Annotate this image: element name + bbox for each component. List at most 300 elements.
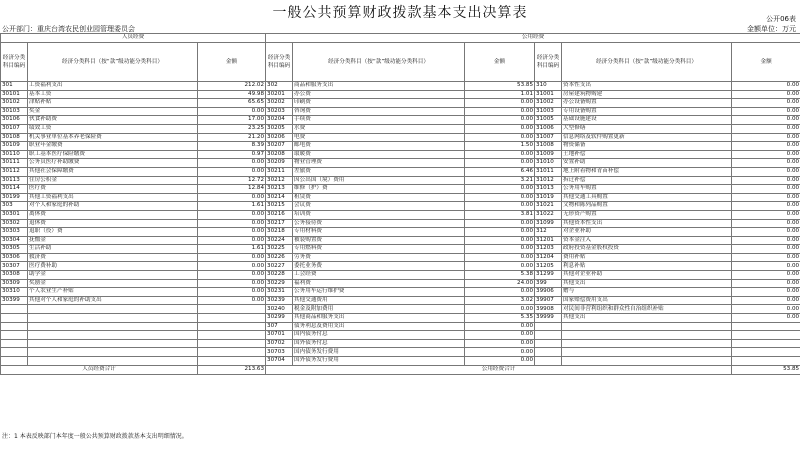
cell-name: [28, 322, 198, 331]
cell-name: [28, 314, 198, 323]
cell-code: 31003: [535, 107, 562, 116]
cell-amount: 0.00: [198, 107, 266, 116]
cell-code: 30111: [1, 159, 28, 168]
cell-amount: 0.00: [465, 288, 535, 297]
cell-name: 基础设施建设: [562, 116, 732, 125]
cell-code: 30201: [266, 90, 293, 99]
cell-code: 30304: [1, 236, 28, 245]
cell-code: 30207: [266, 142, 293, 151]
cell-name: [562, 357, 732, 366]
cell-amount: 0.00: [732, 124, 800, 133]
cell-amount: 0.00: [198, 296, 266, 305]
table-row: [1, 185, 800, 194]
cell-name: [562, 348, 732, 357]
cell-code: 30206: [266, 133, 293, 142]
cell-amount: 23.25: [198, 124, 266, 133]
cell-code: 31009: [535, 150, 562, 159]
cell-amount: 0.00: [198, 288, 266, 297]
cell-amount: 17.00: [198, 116, 266, 125]
cell-code: 30231: [266, 288, 293, 297]
cell-amount: 0.00: [732, 90, 800, 99]
cell-amount: [732, 348, 800, 357]
cell-code: 31010: [535, 159, 562, 168]
cell-amount: 0.00: [465, 357, 535, 366]
cell-amount: 0.00: [732, 185, 800, 194]
cell-code: 30239: [266, 296, 293, 305]
cell-amount: [198, 348, 266, 357]
cell-name: 伙食补助费: [28, 116, 198, 125]
cell-amount: 0.00: [732, 305, 800, 314]
cell-code: 30226: [266, 253, 293, 262]
cell-amount: 8.39: [198, 142, 266, 151]
cell-name: 生活补助: [28, 245, 198, 254]
cell-name: 退休费: [28, 219, 198, 228]
cell-code: 31201: [535, 236, 562, 245]
table-row: [1, 262, 800, 271]
cell-name: 专用材料费: [293, 228, 465, 237]
cell-code: [1, 357, 28, 366]
cell-code: 30310: [1, 288, 28, 297]
cell-amount: [198, 357, 266, 366]
cell-amount: [732, 339, 800, 348]
col-code: 经济分类科目编码: [535, 43, 562, 82]
col-name: 经济分类科目（按“款”级功能分类科目）: [293, 43, 465, 82]
cell-amount: 0.00: [465, 159, 535, 168]
cell-name: 退职（役）费: [28, 228, 198, 237]
cell-name: 无形资产购置: [562, 210, 732, 219]
cell-amount: 0.00: [198, 253, 266, 262]
cell-name: 培训费: [293, 210, 465, 219]
cell-name: 委托业务费: [293, 262, 465, 271]
cell-code: 302: [266, 82, 293, 91]
cell-code: 31022: [535, 210, 562, 219]
cell-name: 绩效工资: [28, 124, 198, 133]
cell-name: 取暖费: [293, 150, 465, 159]
cell-name: 职业年金缴费: [28, 142, 198, 151]
cell-amount: 0.00: [732, 193, 800, 202]
personnel-header: 人员经费: [1, 34, 266, 43]
cell-name: 物业管理费: [293, 159, 465, 168]
table-row: [1, 228, 800, 237]
table-row: [1, 279, 800, 288]
cell-name: 工资福利支出: [28, 82, 198, 91]
table-row: [1, 99, 800, 108]
col-name: 经济分类科目（按“款”级功能分类科目）: [562, 43, 732, 82]
cell-name: 国外债务付息: [293, 339, 465, 348]
cell-code: 30102: [1, 99, 28, 108]
cell-code: 31006: [535, 124, 562, 133]
public-total-value: 53.85: [732, 365, 800, 374]
cell-name: 国内债务付息: [293, 331, 465, 340]
cell-amount: 0.00: [732, 133, 800, 142]
cell-code: [1, 314, 28, 323]
cell-name: 专用燃料费: [293, 245, 465, 254]
cell-name: [28, 331, 198, 340]
public-total-label: 公用经费合计: [266, 365, 732, 374]
cell-name: 其他对企业补助: [562, 271, 732, 280]
cell-amount: 0.00: [198, 193, 266, 202]
cell-amount: 0.00: [732, 116, 800, 125]
cell-amount: 0.00: [732, 279, 800, 288]
cell-code: 30112: [1, 167, 28, 176]
cell-amount: 0.00: [732, 245, 800, 254]
cell-name: [28, 339, 198, 348]
table-row: [1, 296, 800, 305]
cell-amount: 0.00: [732, 314, 800, 323]
cell-code: 30217: [266, 219, 293, 228]
cell-code: 30240: [266, 305, 293, 314]
cell-code: 30701: [266, 331, 293, 340]
cell-name: 其他支出: [562, 279, 732, 288]
cell-amount: 0.00: [732, 107, 800, 116]
cell-code: 31008: [535, 142, 562, 151]
cell-amount: 0.00: [732, 150, 800, 159]
cell-name: 其他资本性支出: [562, 219, 732, 228]
cell-name: 国家赔偿费用支出: [562, 296, 732, 305]
cell-code: [535, 322, 562, 331]
cell-amount: 0.00: [732, 142, 800, 151]
cell-code: 30227: [266, 262, 293, 271]
cell-amount: 12.72: [198, 176, 266, 185]
cell-code: [1, 331, 28, 340]
cell-code: 30229: [266, 279, 293, 288]
table-row: [1, 305, 800, 314]
cell-name: 助学金: [28, 271, 198, 280]
cell-name: 对民间非营利组织和群众性自治组织补贴: [562, 305, 732, 314]
cell-name: 会议费: [293, 202, 465, 211]
cell-code: 30208: [266, 150, 293, 159]
cell-name: 税金及附加费用: [293, 305, 465, 314]
cell-code: 30107: [1, 124, 28, 133]
cell-code: [535, 357, 562, 366]
cell-amount: 0.00: [732, 176, 800, 185]
cell-code: 31099: [535, 219, 562, 228]
cell-amount: 53.85: [465, 82, 535, 91]
cell-name: 利息补贴: [562, 262, 732, 271]
cell-amount: 5.35: [465, 314, 535, 323]
cell-name: 商品和服务支出: [293, 82, 465, 91]
cell-amount: 24.00: [465, 279, 535, 288]
cell-amount: 0.00: [732, 262, 800, 271]
cell-name: 因公出国（境）费用: [293, 176, 465, 185]
cell-amount: 0.00: [732, 82, 800, 91]
cell-name: 住房公积金: [28, 176, 198, 185]
cell-amount: 0.00: [732, 288, 800, 297]
cell-amount: 3.21: [465, 176, 535, 185]
cell-amount: 0.97: [198, 150, 266, 159]
cell-amount: 0.00: [198, 228, 266, 237]
cell-code: [535, 339, 562, 348]
cell-amount: 0.00: [732, 202, 800, 211]
cell-amount: 0.00: [465, 305, 535, 314]
cell-code: 31005: [535, 116, 562, 125]
col-amount: 金额: [465, 43, 535, 82]
cell-name: 其他工资福利支出: [28, 193, 198, 202]
table-row: [1, 322, 800, 331]
cell-amount: 0.00: [465, 133, 535, 142]
cell-code: 310: [535, 82, 562, 91]
cell-amount: 0.00: [198, 219, 266, 228]
cell-code: 30306: [1, 253, 28, 262]
cell-amount: 0.00: [465, 99, 535, 108]
cell-code: 30211: [266, 167, 293, 176]
cell-name: [562, 322, 732, 331]
cell-code: 30215: [266, 202, 293, 211]
cell-amount: 0.00: [198, 210, 266, 219]
cell-name: 公务接待费: [293, 219, 465, 228]
cell-name: 房屋建筑物购建: [562, 90, 732, 99]
cell-code: 312: [535, 228, 562, 237]
cell-code: 30399: [1, 296, 28, 305]
cell-name: 国外债务发行费用: [293, 357, 465, 366]
table-row: [1, 82, 800, 91]
table-row: [1, 331, 800, 340]
cell-name: 劳务费: [293, 253, 465, 262]
report-title: 一般公共预算财政拨款基本支出决算表: [272, 5, 528, 21]
cell-code: [535, 348, 562, 357]
cell-code: 30309: [1, 279, 28, 288]
cell-name: 工会经费: [293, 271, 465, 280]
cell-code: 31007: [535, 133, 562, 142]
form-tag: 公开06表: [766, 15, 796, 23]
table-row: [1, 142, 800, 151]
table-row: [1, 236, 800, 245]
col-amount: 金额: [732, 43, 800, 82]
cell-code: 30703: [266, 348, 293, 357]
cell-code: 303: [1, 202, 28, 211]
cell-code: 31021: [535, 202, 562, 211]
cell-code: 39906: [535, 288, 562, 297]
cell-name: [562, 331, 732, 340]
totals-row: [1, 365, 800, 374]
cell-name: 福利费: [293, 279, 465, 288]
cell-name: 医疗费补助: [28, 262, 198, 271]
table-row: [1, 193, 800, 202]
cell-amount: 0.00: [465, 331, 535, 340]
cell-code: 30103: [1, 107, 28, 116]
cell-name: 个人农业生产补贴: [28, 288, 198, 297]
cell-name: 津贴补贴: [28, 99, 198, 108]
cell-name: 其他交通工具购置: [562, 193, 732, 202]
cell-amount: 0.00: [465, 193, 535, 202]
table-row: [1, 124, 800, 133]
cell-name: 其他商品和服务支出: [293, 314, 465, 323]
cell-name: 公务员医疗补助缴费: [28, 159, 198, 168]
cell-amount: 21.20: [198, 133, 266, 142]
cell-code: 31002: [535, 99, 562, 108]
table-row: [1, 150, 800, 159]
cell-code: 30202: [266, 99, 293, 108]
cell-name: 政府投资基金股权投资: [562, 245, 732, 254]
cell-code: 31019: [535, 193, 562, 202]
cell-code: 30209: [266, 159, 293, 168]
cell-amount: [732, 322, 800, 331]
cell-amount: 212.02: [198, 82, 266, 91]
cell-amount: 0.00: [198, 236, 266, 245]
cell-name: 大型修缮: [562, 124, 732, 133]
cell-code: 30204: [266, 116, 293, 125]
cell-amount: 0.00: [465, 253, 535, 262]
cell-amount: 0.00: [732, 219, 800, 228]
header-group-row: [1, 34, 800, 43]
cell-name: 租赁费: [293, 193, 465, 202]
cell-name: 手续费: [293, 116, 465, 125]
cell-code: 30303: [1, 228, 28, 237]
cell-code: 39999: [535, 314, 562, 323]
table-row: [1, 348, 800, 357]
cell-name: 公务用车运行维护费: [293, 288, 465, 297]
cell-amount: 49.98: [198, 90, 266, 99]
cell-name: 土地补偿: [562, 150, 732, 159]
cell-code: 31204: [535, 253, 562, 262]
cell-amount: 1.01: [465, 90, 535, 99]
cell-amount: 1.61: [198, 202, 266, 211]
cell-amount: 0.00: [198, 262, 266, 271]
cell-name: 印刷费: [293, 99, 465, 108]
cell-code: [1, 339, 28, 348]
cell-name: 离休费: [28, 210, 198, 219]
col-amount: 金额: [198, 43, 266, 82]
cell-code: 30108: [1, 133, 28, 142]
cell-name: 办公设备购置: [562, 99, 732, 108]
cell-amount: [198, 322, 266, 331]
cell-amount: 0.00: [732, 271, 800, 280]
cell-name: 办公费: [293, 90, 465, 99]
cell-code: 30110: [1, 150, 28, 159]
cell-code: 30199: [1, 193, 28, 202]
table-row: [1, 210, 800, 219]
cell-name: 物资储备: [562, 142, 732, 151]
cell-amount: 0.00: [732, 296, 800, 305]
cell-name: [28, 305, 198, 314]
cell-name: 其他支出: [562, 314, 732, 323]
cell-code: [1, 322, 28, 331]
cell-name: 奖励金: [28, 279, 198, 288]
cell-name: [28, 357, 198, 366]
cell-name: 拆迁补偿: [562, 176, 732, 185]
cell-amount: 0.00: [465, 202, 535, 211]
cell-code: 30302: [1, 219, 28, 228]
cell-name: 救济费: [28, 253, 198, 262]
table-row: [1, 219, 800, 228]
cell-amount: 0.00: [732, 236, 800, 245]
cell-name: 维修（护）费: [293, 185, 465, 194]
cell-name: 专用设备购置: [562, 107, 732, 116]
cell-code: 30203: [266, 107, 293, 116]
cell-code: 30224: [266, 236, 293, 245]
cell-amount: 3.02: [465, 296, 535, 305]
cell-code: 30225: [266, 245, 293, 254]
cell-amount: 0.00: [465, 339, 535, 348]
header-column-row: [1, 43, 800, 82]
table-row: [1, 357, 800, 366]
table-row: [1, 107, 800, 116]
cell-name: 地上附着物和青苗补偿: [562, 167, 732, 176]
cell-name: 信息网络及软件购置更新: [562, 133, 732, 142]
cell-amount: 0.00: [732, 210, 800, 219]
cell-code: 31013: [535, 185, 562, 194]
cell-name: 费用补贴: [562, 253, 732, 262]
cell-code: 30307: [1, 262, 28, 271]
cell-code: [535, 331, 562, 340]
table-row: [1, 245, 800, 254]
table-row: [1, 314, 800, 323]
cell-amount: 0.00: [465, 228, 535, 237]
cell-name: 资本金注入: [562, 236, 732, 245]
cell-amount: [732, 331, 800, 340]
cell-name: 对企业补助: [562, 228, 732, 237]
cell-code: 30214: [266, 193, 293, 202]
cell-name: 被装购置费: [293, 236, 465, 245]
footnote: 注：1 本表反映部门本年度一般公共预算财政拨款基本支出明细情况。: [2, 433, 188, 440]
cell-code: 30228: [266, 271, 293, 280]
cell-name: 奖金: [28, 107, 198, 116]
public-header: 公用经费: [266, 34, 800, 43]
cell-code: 30205: [266, 124, 293, 133]
cell-amount: 0.00: [465, 262, 535, 271]
cell-code: 30114: [1, 185, 28, 194]
cell-name: 公务用车购置: [562, 185, 732, 194]
cell-amount: [198, 305, 266, 314]
cell-code: 30212: [266, 176, 293, 185]
cell-code: [1, 348, 28, 357]
cell-code: 301: [1, 82, 28, 91]
cell-code: 39908: [535, 305, 562, 314]
cell-code: 399: [535, 279, 562, 288]
cell-amount: 0.00: [465, 185, 535, 194]
cell-amount: 0.00: [732, 167, 800, 176]
personnel-total-label: 人员经费合计: [1, 365, 198, 374]
cell-code: 307: [266, 322, 293, 331]
cell-amount: 0.00: [198, 159, 266, 168]
cell-amount: 0.00: [465, 219, 535, 228]
unit-label: 金额单位：万元: [747, 25, 796, 33]
cell-amount: [198, 314, 266, 323]
table-row: [1, 133, 800, 142]
cell-amount: 0.00: [198, 279, 266, 288]
cell-code: 30106: [1, 116, 28, 125]
cell-name: 国内债务发行费用: [293, 348, 465, 357]
cell-amount: 0.00: [465, 348, 535, 357]
cell-code: 30702: [266, 339, 293, 348]
cell-code: 30216: [266, 210, 293, 219]
cell-name: 水费: [293, 124, 465, 133]
cell-code: 30218: [266, 228, 293, 237]
cell-code: 31205: [535, 262, 562, 271]
cell-code: 31012: [535, 176, 562, 185]
cell-amount: 0.00: [732, 253, 800, 262]
table-row: [1, 116, 800, 125]
cell-name: [28, 348, 198, 357]
cell-amount: 65.65: [198, 99, 266, 108]
cell-code: [1, 305, 28, 314]
cell-name: 安置补助: [562, 159, 732, 168]
cell-amount: [198, 331, 266, 340]
cell-code: 31001: [535, 90, 562, 99]
cell-name: 文物和陈列品购置: [562, 202, 732, 211]
cell-amount: 1.61: [198, 245, 266, 254]
cell-name: 其他社会保障缴费: [28, 167, 198, 176]
cell-name: 其他对个人和家庭的补助支出: [28, 296, 198, 305]
personnel-total-value: 213.63: [198, 365, 266, 374]
cell-code: 30109: [1, 142, 28, 151]
cell-code: 30213: [266, 185, 293, 194]
cell-amount: 0.00: [465, 107, 535, 116]
table-row: [1, 90, 800, 99]
cell-amount: [198, 339, 266, 348]
table-row: [1, 271, 800, 280]
cell-amount: 0.00: [465, 124, 535, 133]
